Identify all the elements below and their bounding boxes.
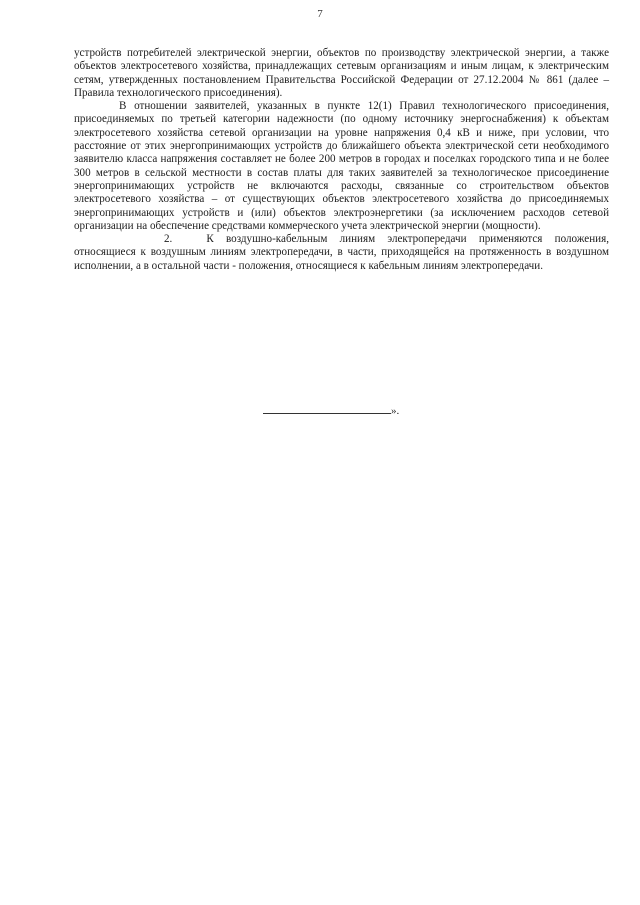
closing-quote: ». [391, 405, 400, 417]
page-number: 7 [317, 8, 323, 20]
closing-mark [263, 403, 423, 417]
closing-rule [263, 403, 391, 414]
numbered-item-2 [74, 233, 609, 273]
paragraph-continuation: устройств потребителей электрической энергии, объектов по производству электрической энергии, а также объектов электросетевого хозяйства, принадлежащих сетевым организациям и иным лицам, к электрическим сетям, утвержденных постановлением Правительства Российской Федерации от 27.12.2004 № 861 (далее – Правила технологического присоединения). [74, 47, 609, 99]
item-text: К воздушно-кабельным линиям электропередачи применяются положения, относящиеся к воздушным линиям электропередачи, в части, приходящейся на протяженность в воздушном исполнении, а в остальной части - положения, относящиеся к кабельным линиям электропередачи. [74, 233, 609, 272]
paragraph-applicants: В отношении заявителей, указанных в пункте 12(1) Правил технологического присоединения, присоединяемых по третьей категории надежности (по одному источнику энергоснабжения) к объектам электросетевого хозяйства сетевой организации на уровне напряжения 0,4 кВ и ниже, при условии, что расстояние от этих энергопринимающих устройств до ближайшего объекта электрической сети необходимого заявителю класса напряжения составляет не более 200 метров в городах и поселках городского типа и не более 300 метров в сельской местности в состав платы для таких заявителей за технологическое присоединение энергопринимающих устройств не включаются расходы, связанные со строительством объектов электросетевого хозяйства – от существующих объектов электросетевого хозяйства до присоединяемых энергопринимающих устройств и (или) объектов электроэнергетики (за исключением расходов сетевой организации на обеспечение средствами коммерческого учета электрической энергии (мощности). [74, 100, 609, 232]
item-number: 2. [164, 233, 173, 246]
document-body [74, 47, 609, 273]
